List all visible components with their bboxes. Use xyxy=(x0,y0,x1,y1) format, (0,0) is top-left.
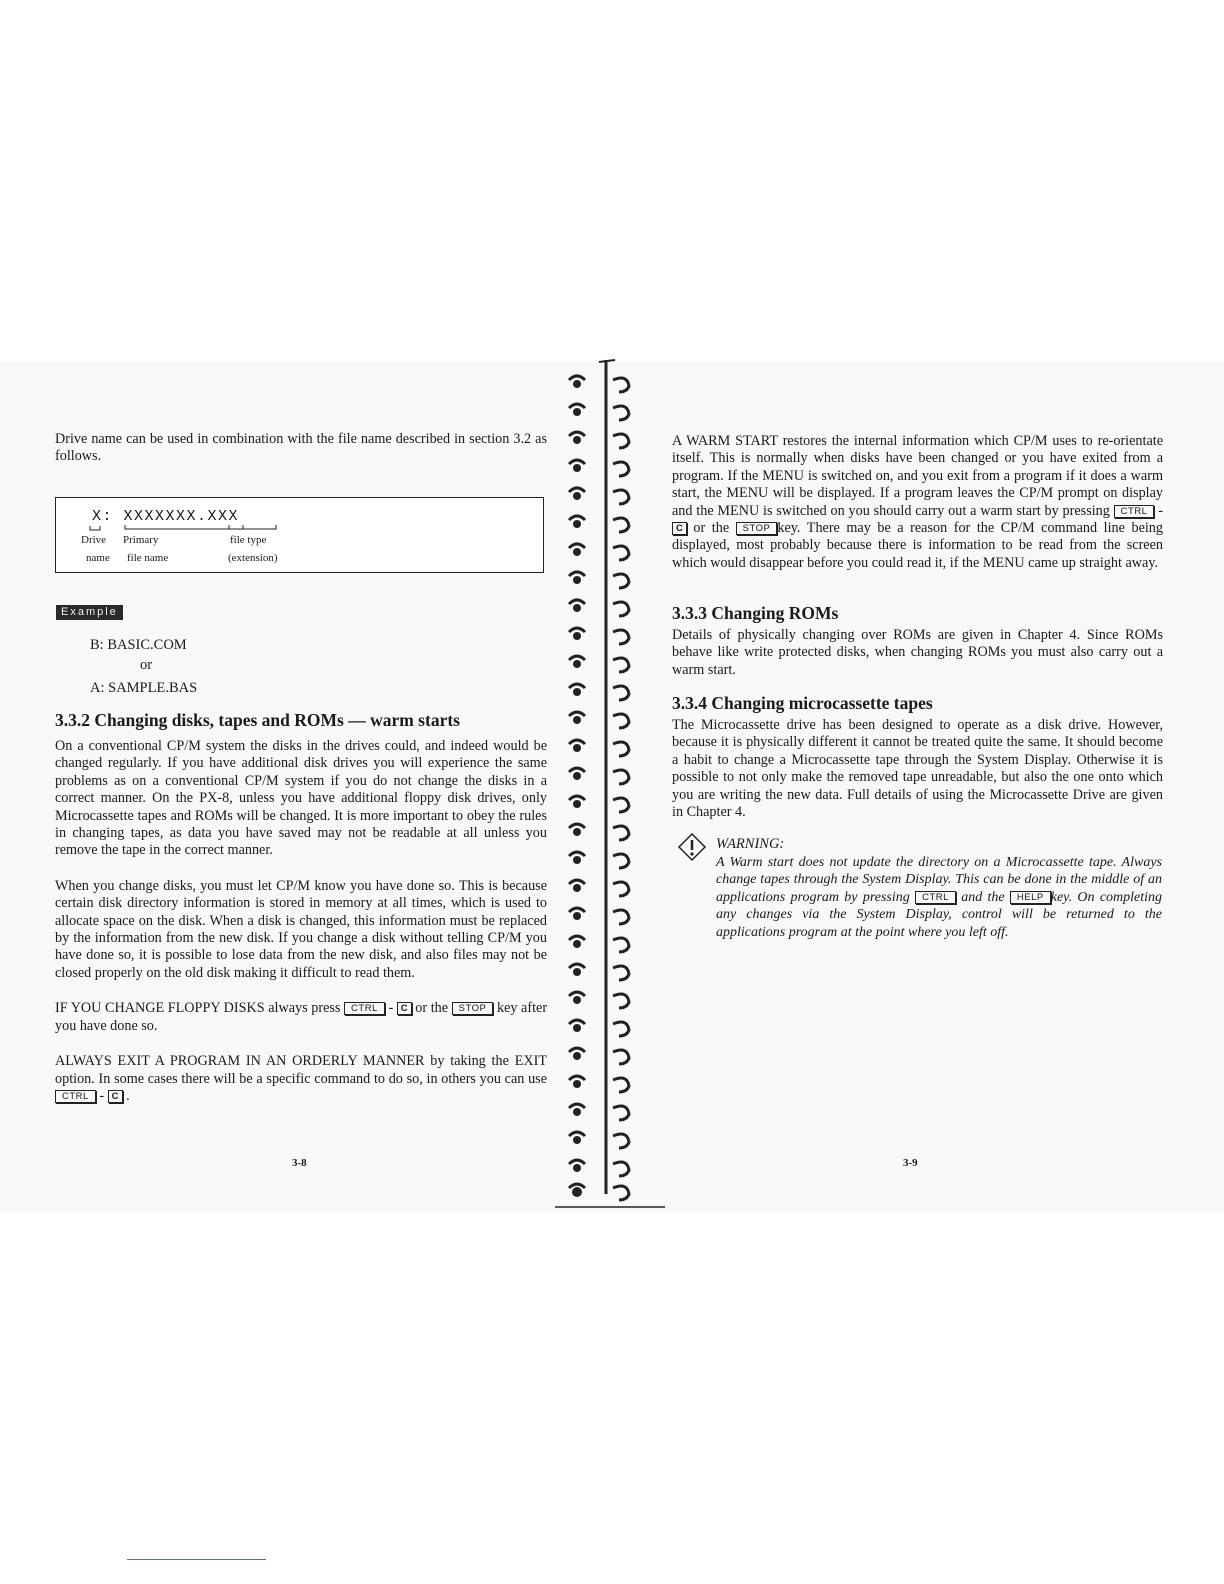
para-microcassette: The Microcassette drive has been designed to operate as a disk drive. However, because it is physically different it cannot be treated quite the same. It should become a habit to change a Microcassette tape through the System Display. Otherwise it is possible to not only make the removed tape unreadable, but also the one onto which you are writing the new data. Full details of using the Microcassette Drive are given in Chapter 4. xyxy=(672,717,1163,821)
c-key: C xyxy=(108,1090,123,1103)
ctrl-key: CTRL xyxy=(344,1002,385,1015)
page-number-right: 3-9 xyxy=(903,1157,918,1169)
ctrl-key: CTRL xyxy=(55,1090,96,1103)
para-change-disks: When you change disks, you must let CP/M know you have done so. This is because certain disk directory information is stored in memory at all times, which is used to allocate space on the disk. When a disk is changed, this information must be replaced by the information from the new disk. If you change a disk without telling CP/M you have done so, it is possible to lose data from the new disk, and also files may not be closed properly on the old disk making it difficult to read them. xyxy=(55,877,547,981)
primary-label: Primary xyxy=(123,534,159,546)
para-exit-program: ALWAYS EXIT A PROGRAM IN AN ORDERLY MANNER by taking the EXIT option. In some cases there will be a specific command to do so, in others you can use CTRL - C . xyxy=(55,1053,547,1104)
spiral-binding xyxy=(555,352,665,1212)
example-badge: Example xyxy=(56,605,123,620)
intro-paragraph: Drive name can be used in combination with the file name described in section 3.2 as follows. xyxy=(55,431,547,465)
section-3-3-4 xyxy=(672,693,1163,821)
warning-icon xyxy=(677,832,707,862)
warning-body: A Warm start does not update the directory on a Microcassette tape. Always change tapes through the System Display. This can be done in the middle of an applications program by pressing CTRL and the HELP key. On completing any changes via the System Display, control will be returned to the applications program at the point where you left off. xyxy=(716,855,1163,940)
bottom-rule xyxy=(127,1559,266,1560)
para-warm-start: A WARM START restores the internal information which CP/M uses to re-orientate itself. This is normally when disks have been changed or you have exited from a program. If the MENU is switched on, and you exit from a program if it does a warm start, the MENU will be displayed. If a program leaves the CP/M prompt on display and the MENU is switched on you should carry out a warm start by pressing CTRL - C or the STOP key. There may be a reason for the CP/M command line being displayed, most probably because there is information to be read from the screen which would disappear before you could read it, if the MENU came up straight away. xyxy=(672,433,1164,571)
help-key: HELP xyxy=(1010,891,1051,904)
file-type-label: file type xyxy=(230,534,267,546)
ctrl-key: CTRL xyxy=(915,891,956,904)
primary-label-2: file name xyxy=(127,552,169,564)
drive-label-2: name xyxy=(86,552,110,564)
example-line-2: or xyxy=(140,657,153,673)
para-floppy-disks: IF YOU CHANGE FLOPPY DISKS always press CTRL - C or the STOP key after you have done so. xyxy=(55,1000,548,1034)
warning-title: WARNING: xyxy=(716,836,785,852)
heading-3-3-2: 3.3.2 Changing disks, tapes and ROMs — warm starts xyxy=(55,710,460,730)
ctrl-key: CTRL xyxy=(1114,505,1155,518)
stop-key: STOP xyxy=(452,1002,494,1015)
stop-key: STOP xyxy=(736,522,778,535)
section-3-3-3 xyxy=(672,603,1163,679)
c-key: C xyxy=(672,522,687,535)
heading-3-3-4: 3.3.4 Changing microcassette tapes xyxy=(672,693,933,713)
example-line-1: B: BASIC.COM xyxy=(90,637,187,653)
file-name-format-box xyxy=(55,497,544,573)
section-3-3-2 xyxy=(55,710,547,1105)
drive-label: Drive xyxy=(81,534,107,546)
c-key: C xyxy=(397,1002,412,1015)
para-conventional-cpm: On a conventional CP/M system the disks in the drives could, and indeed would be changed regularly. If you have additional disk drives you will experience the same problems as on a conventional CP/M system if you do not change the disks in a correct manner. On the PX-8, unless you have additional floppy disk drives, only Microcassette tapes and ROMs will be changed. It is more important to obey the rules in changing tapes, as data you have saved may not be readable at all unless you remove the tape in the correct manner. xyxy=(55,738,547,859)
example-line-3: A: SAMPLE.BAS xyxy=(90,680,198,696)
format-pattern: X: XXXXXXX.XXX xyxy=(92,508,240,525)
para-changing-roms: Details of physically changing over ROMs are given in Chapter 4. Since ROMs behave like write protected disks, when changing ROMs you must also carry out a warm start. xyxy=(672,627,1163,678)
heading-3-3-3: 3.3.3 Changing ROMs xyxy=(672,603,839,623)
file-type-label-2: (extension) xyxy=(228,552,278,564)
page-number-left: 3-8 xyxy=(292,1157,307,1169)
